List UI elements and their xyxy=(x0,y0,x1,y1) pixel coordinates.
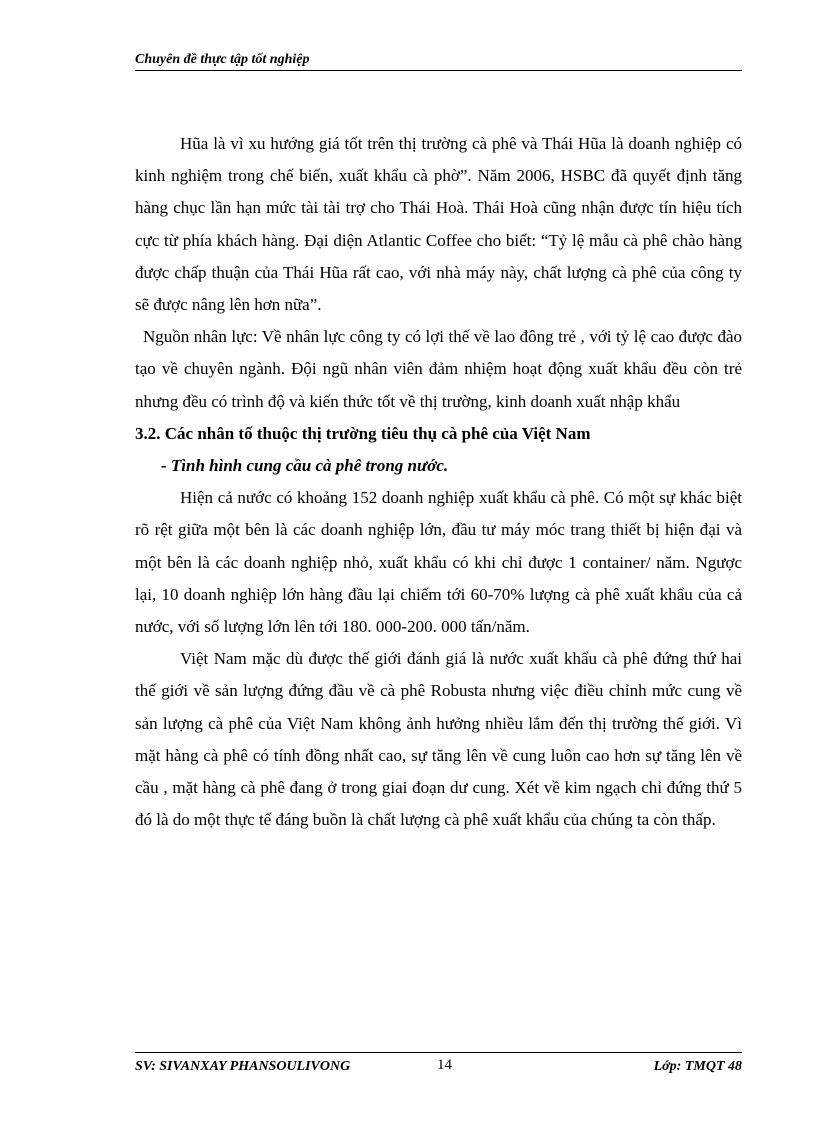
paragraph: Hiện cả nước có khoảng 152 doanh nghiệp xuất khẩu cà phê. Có một sự khác biệt rõ rệt giữa một bên là các doanh nghiệp lớn, đầu tư máy móc trang thiết bị hiện đại và một bên là các doanh nghiệp nhỏ, xuất khẩu có khi chỉ được 1 container/ năm. Ngược lại, 10 doanh nghiệp lớn hàng đầu lại chiếm tới 60-70% lượng cà phê xuất khẩu của cả nước, với số lượng lớn lên tới 180. 000-200. 000 tấn/năm. xyxy=(135,488,742,637)
page-number: 14 xyxy=(437,1057,452,1073)
student-name: SV: SIVANXAY PHANSOULIVONG xyxy=(135,1059,351,1074)
paragraph: Hũa là vì xu hướng giá tốt trên thị trường cà phê và Thái Hũa là doanh nghiệp có kinh nghiệm trong chế biến, xuất khẩu cà phờ”. Năm 2006, HSBC đã quyết định tăng hàng chục lần hạn mức tài tài trợ cho Thái Hoà. Thái Hoà cũng nhận được tín hiệu tích cực từ phía khách hàng. Đại diện Atlantic Coffee cho biết: “Tỷ lệ mẫu cà phê chào hàng được chấp thuận của Thái Hũa rất cao, với nhà máy này, chất lượng cà phê của công ty sẽ được nâng lên hơn nữa”. xyxy=(135,134,742,315)
paragraph: Nguồn nhân lực: Về nhân lực công ty có lợi thế về lao đông trẻ , với tỷ lệ cao được đào tạo về chuyên ngành. Đội ngũ nhân viên đảm nhiệm hoạt động xuất khẩu đều còn trẻ nhưng đều có trình độ và kiến thức tốt về thị trường, kinh doanh xuất nhập khẩu xyxy=(135,327,742,411)
header-title: Chuyên đề thực tập tốt nghiệp xyxy=(135,52,310,67)
section-subheading: - Tình hình cung cầu cà phê trong nước. xyxy=(161,456,449,476)
class-label: Lớp: TMQT 48 xyxy=(653,1059,742,1074)
section-heading: 3.2. Các nhân tố thuộc thị trường tiêu thụ cà phê của Việt Nam xyxy=(135,423,591,443)
page-body xyxy=(135,128,742,836)
paragraph: Việt Nam mặc dù được thế giới đánh giá là nước xuất khẩu cà phê đứng thứ hai thế giới về sản lượng đứng đầu về cà phê Robusta nhưng việc điều chỉnh mức cung về sản lượng cà phê của Việt Nam không ảnh hưởng nhiều lắm đến thị trường thế giới. Vì mặt hàng cà phê có tính đồng nhất cao, sự tăng lên về cung luôn cao hơn sự tăng lên về cầu , mặt hàng cà phê đang ở trong giai đoạn dư cung. Xét về kim ngạch chỉ đứng thứ 5 đó là do một thực tế đáng buồn là chất lượng cà phê xuất khẩu của chúng ta còn thấp. xyxy=(135,649,742,830)
page-header xyxy=(135,50,742,71)
page-footer xyxy=(135,1052,742,1079)
